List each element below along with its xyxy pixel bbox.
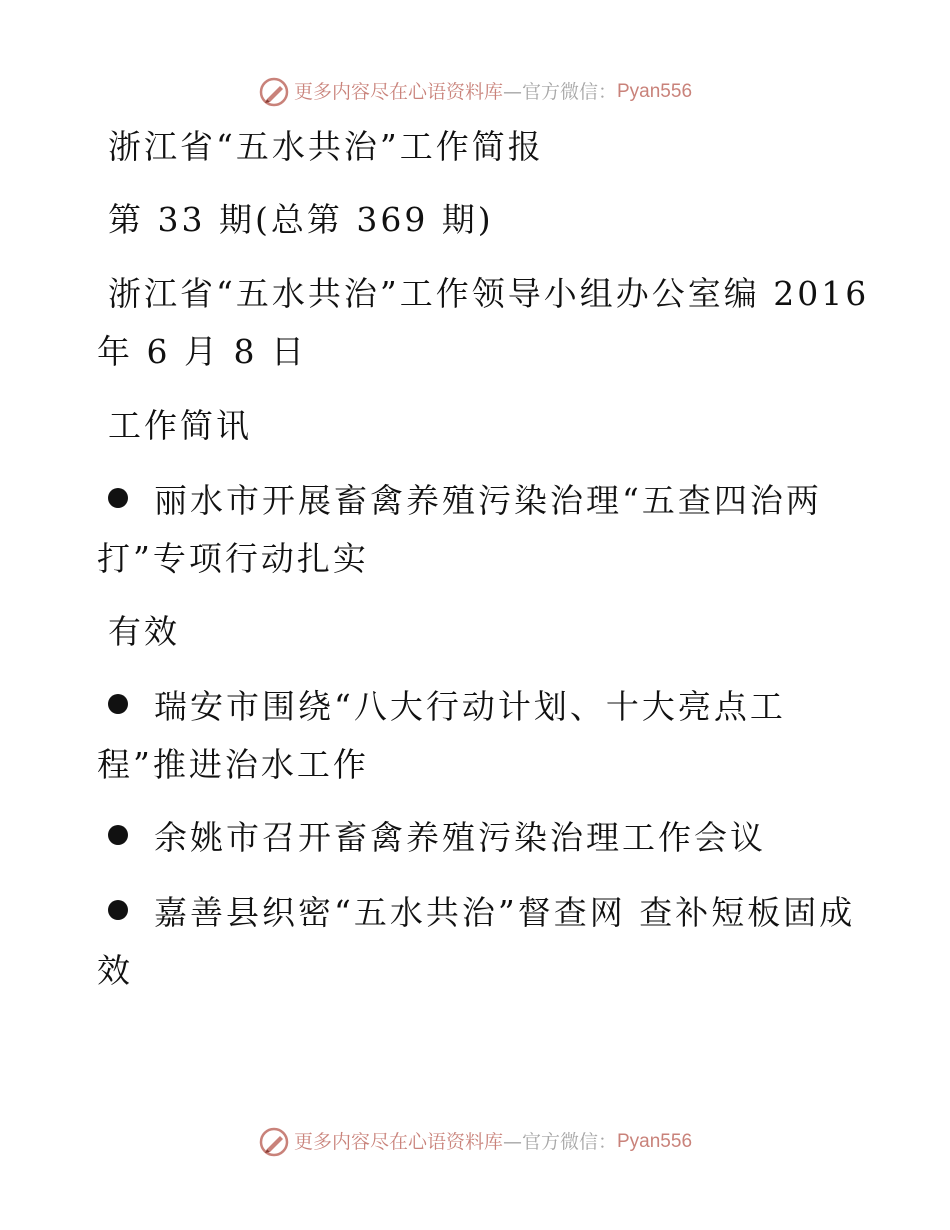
- bullet-icon: [108, 825, 128, 845]
- watermark-wechat-id: Pyan556: [617, 81, 693, 102]
- news-item-continuation: 程”推进治水工作: [97, 745, 369, 784]
- watermark-site-text: 更多内容尽在心语资料库: [293, 81, 503, 103]
- watermark-wechat-id: Pyan556: [617, 1131, 693, 1152]
- watermark-dash: —: [502, 1131, 522, 1153]
- watermark-wechat-label: 官方微信：: [521, 81, 617, 103]
- section-heading: 工作简讯: [108, 406, 252, 445]
- publisher-line-2: 年 6 月 8 日: [97, 332, 307, 371]
- watermark-wechat-label: 官方微信：: [521, 1131, 617, 1153]
- watermark-dash: —: [502, 81, 522, 103]
- news-item-line: 嘉善县织密“五水共治”督查网 查补短板固成: [154, 893, 856, 932]
- news-item: [108, 687, 786, 727]
- bullet-icon: [108, 900, 128, 920]
- news-item: [108, 893, 855, 933]
- news-item: [108, 818, 766, 858]
- watermark-header: [0, 76, 950, 108]
- news-item-line: 余姚市召开畜禽养殖污染治理工作会议: [154, 818, 766, 857]
- news-item: [108, 481, 822, 521]
- pen-logo-icon: [258, 76, 290, 108]
- bullet-icon: [108, 488, 128, 508]
- news-item-continuation: 效: [97, 951, 133, 990]
- document-title: 浙江省“五水共治”工作简报: [108, 127, 544, 166]
- watermark-site-text: 更多内容尽在心语资料库: [293, 1131, 503, 1153]
- pen-logo-icon: [258, 1126, 290, 1158]
- bullet-icon: [108, 694, 128, 714]
- news-item-line: 丽水市开展畜禽养殖污染治理“五查四治两: [154, 481, 822, 520]
- news-item-line: 瑞安市围绕“八大行动计划、十大亮点工: [154, 687, 786, 726]
- watermark-footer: [0, 1126, 950, 1158]
- publisher-line-1: 浙江省“五水共治”工作领导小组办公室编 2016: [108, 274, 870, 313]
- news-item-continuation: 有效: [108, 612, 180, 651]
- news-item-continuation: 打”专项行动扎实: [97, 539, 369, 578]
- issue-number: 第 33 期(总第 369 期): [108, 200, 494, 239]
